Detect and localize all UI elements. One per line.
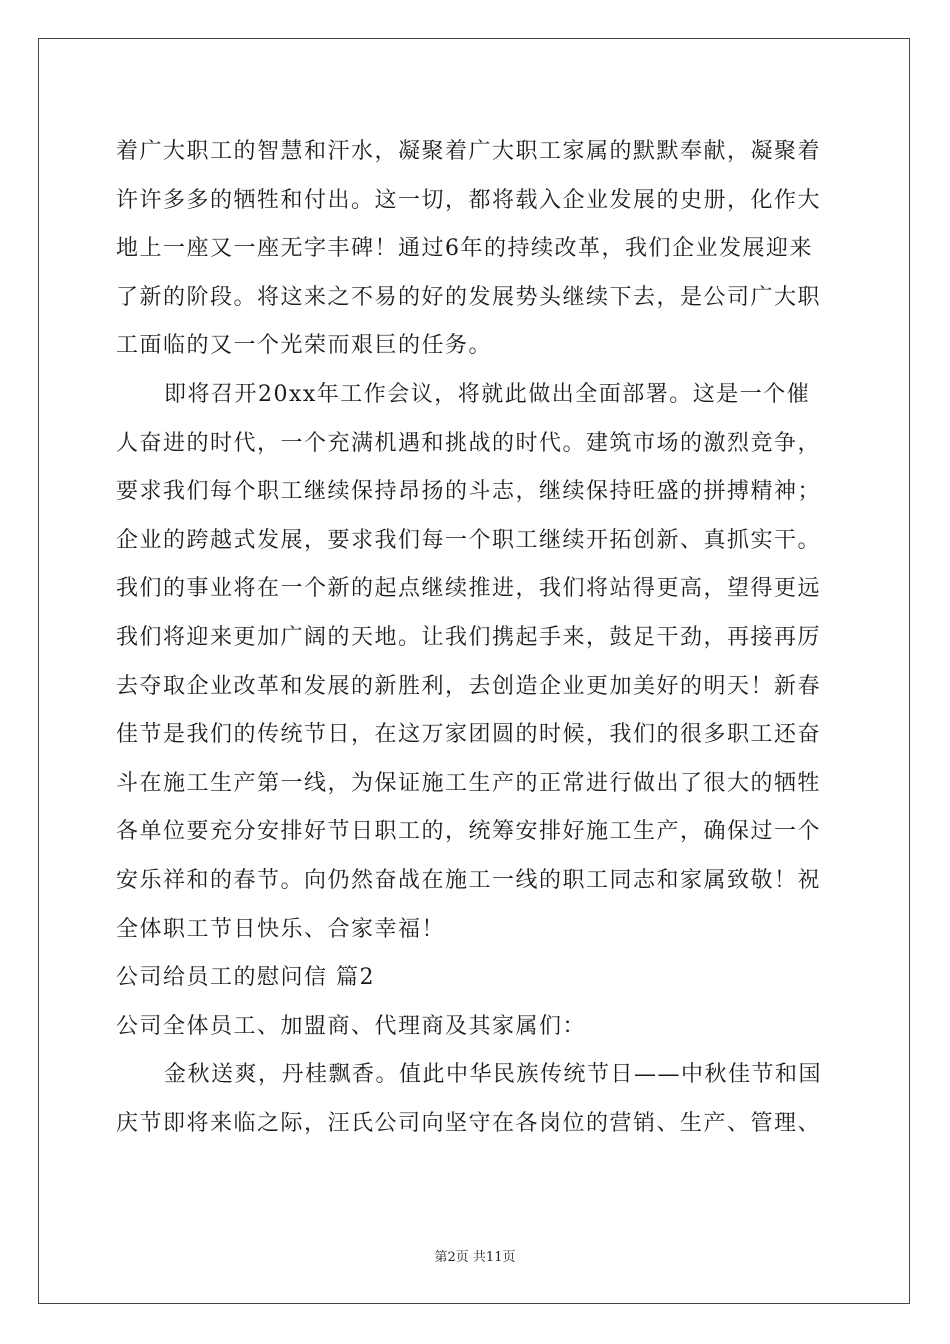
text-line: 我们的事业将在一个新的起点继续推进，我们将站得更高，望得更远 [116,576,822,602]
paragraph-start-line: 即将召开20xx年工作会议，将就此做出全面部署。这是一个催 [164,381,811,407]
text-line: 庆节即将来临之际，汪氏公司向坚守在各岗位的营销、生产、管理、 [116,1110,822,1136]
page-number-footer: 第2页 共11页 [434,1250,516,1265]
text-line: 各单位要充分安排好节日职工的，统筹安排好施工生产，确保过一个 [116,819,822,845]
text-line: 斗在施工生产第一线，为保证施工生产的正常进行做出了很大的牺牲 [116,770,822,796]
text-line: 去夺取企业改革和发展的新胜利，去创造企业更加美好的明天！新春 [116,673,822,699]
text-line: 了新的阶段。将这来之不易的好的发展势头继续下去，是公司广大职 [116,284,822,310]
text-line: 佳节是我们的传统节日，在这万家团圆的时候，我们的很多职工还奋 [116,722,822,748]
text-line: 地上一座又一座无字丰碑！通过6年的持续改革，我们企业发展迎来 [116,236,813,262]
text-line: 许许多多的牺牲和付出。这一切，都将载入企业发展的史册，化作大 [116,187,822,213]
text-line: 安乐祥和的春节。向仍然奋战在施工一线的职工同志和家属致敬！祝 [116,867,822,893]
text-line: 全体职工节日快乐、合家幸福！ [116,916,446,942]
text-line: 工面临的又一个光荣而艰巨的任务。 [116,333,493,359]
text-line: 要求我们每个职工继续保持昂扬的斗志，继续保持旺盛的拼搏精神； [116,479,822,505]
text-line: 企业的跨越式发展，要求我们每一个职工继续开拓创新、真抓实干。 [116,527,822,553]
salutation: 公司全体员工、加盟商、代理商及其家属们： [116,1013,587,1039]
text-line: 人奋进的时代，一个充满机遇和挑战的时代。建筑市场的激烈竞争， [116,430,822,456]
document-body [116,128,838,1148]
paragraph-start-line: 金秋送爽，丹桂飘香。值此中华民族传统节日——中秋佳节和国 [164,1062,823,1088]
text-line: 我们将迎来更加广阔的天地。让我们携起手来，鼓足干劲，再接再厉 [116,624,822,650]
section-heading: 公司给员工的慰问信 篇2 [116,965,375,991]
text-line: 着广大职工的智慧和汗水，凝聚着广大职工家属的默默奉献，凝聚着 [116,139,822,164]
